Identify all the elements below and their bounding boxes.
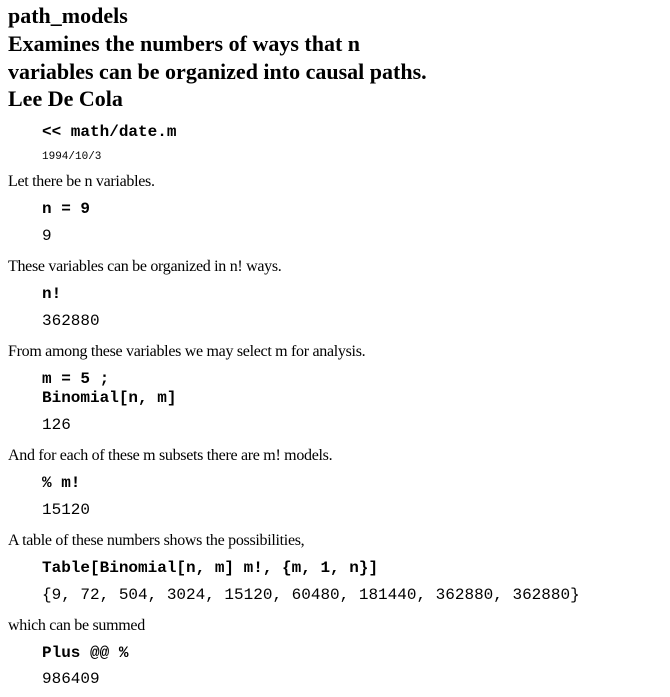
input-cell-load-date[interactable]: << math/date.m (42, 123, 177, 141)
output-cell-sum: 986409 (42, 670, 100, 688)
notebook-title: path_models (8, 3, 128, 28)
output-cell-table: {9, 72, 504, 3024, 15120, 60480, 181440, 362880, 362880} (42, 586, 580, 604)
input-cell-factorial[interactable]: n! (42, 285, 62, 303)
text-cell-subsets: And for each of these m subsets there are m! models. (8, 447, 333, 464)
text-cell-select-m: From among these variables we may select m for analysis. (8, 343, 366, 360)
text-cell-variables: Let there be n variables. (8, 173, 155, 190)
subtitle-line-1: Examines the numbers of ways that n (8, 31, 361, 56)
input-cell-set-m[interactable]: m = 5 ; (42, 370, 110, 388)
output-cell-n: 9 (42, 227, 52, 245)
input-cell-binomial[interactable]: Binomial[n, m] (42, 389, 177, 407)
author-line: Lee De Cola (8, 86, 123, 111)
input-cell-models[interactable]: % m! (42, 474, 81, 492)
input-cell-table[interactable]: Table[Binomial[n, m] m!, {m, 1, n}] (42, 559, 379, 577)
input-cell-set-n[interactable]: n = 9 (42, 200, 91, 218)
text-cell-orderings: These variables can be organized in n! ways. (8, 258, 282, 275)
subtitle-line-2: variables can be organized into causal paths. (8, 59, 427, 84)
output-cell-models: 15120 (42, 501, 91, 519)
text-cell-summed: which can be summed (8, 617, 145, 634)
input-cell-plus[interactable]: Plus @@ % (42, 644, 129, 662)
output-cell-factorial: 362880 (42, 312, 100, 330)
text-cell-table: A table of these numbers shows the possibilities, (8, 532, 305, 549)
output-cell-binomial: 126 (42, 416, 71, 434)
output-cell-date: 1994/10/3 (42, 151, 102, 163)
